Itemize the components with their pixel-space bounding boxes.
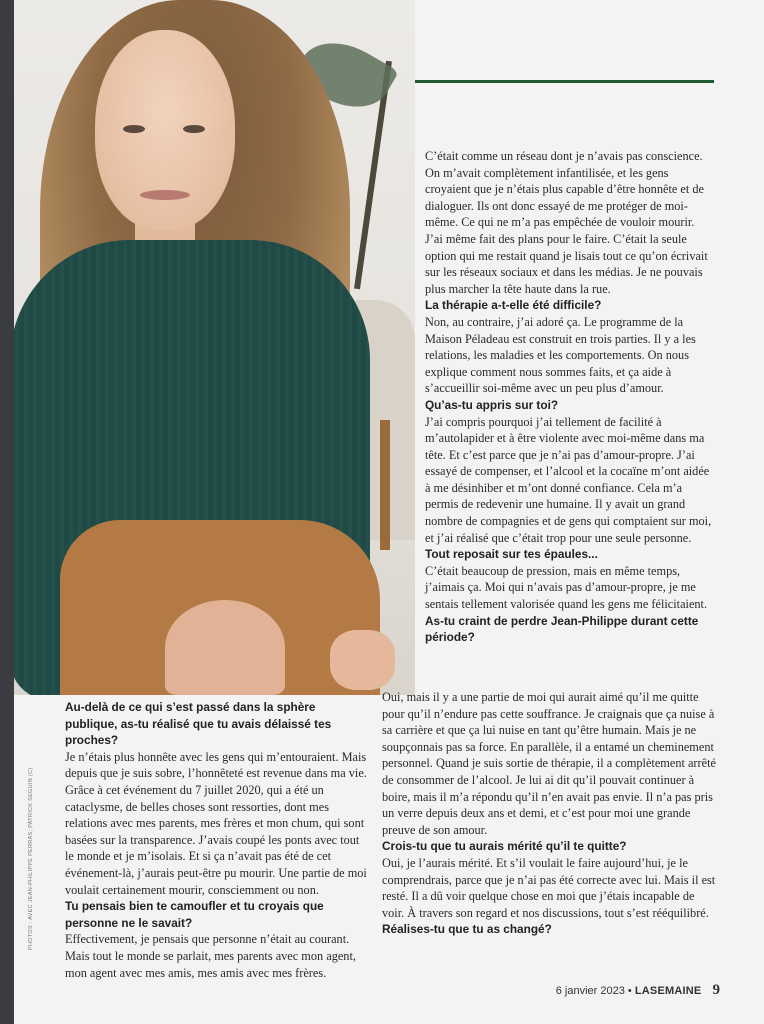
page-number: 9 <box>712 982 720 998</box>
answer-paragraph: Je n’étais plus honnête avec les gens qui m’entouraient. Mais depuis que je suis sobre, l’honnêteté est revenue dans ma vie. Grâce à cet événement du 7 juillet 2020, qui a été un cataclysme, de belles choses sont ressorties, dont mes relations avec mes parents, mes frères et mon chum, qui sont basées sur la transparence. J’avais coupé les ponts avec tout le monde et je m’isolais. Et si ça n’avait pas été de cet événement-là, j’aurais peut-être pu mourir. Une partie de moi voulait certainement mourir, consciemment ou non. <box>65 749 367 897</box>
question-heading: Tu pensais bien te camoufler et tu croyais que personne ne le savait? <box>65 899 324 930</box>
knee <box>165 600 285 695</box>
question-heading: Crois-tu que tu aurais mérité qu’il te quitte? <box>382 839 627 854</box>
answer-paragraph: J’ai compris pourquoi j’ai tellement de facilité à m’autolapider et à être violente avec moi-même dans ma tête. Et c’est parce que je n’ai pas d’amour-propre. J’ai essayé de compenser, et l’alcool et la cocaïne m’ont aidée à me désinhiber et m’ont donné confiance. Cela m’a permis de redevenir une humaine. Il y avait un grand nombre de compagnies et de gens qui comptaient sur moi, et j’ai réalisé que c’était trop pour une seule personne. <box>425 414 712 545</box>
left-eye <box>123 125 145 133</box>
question-heading: Qu’as-tu appris sur toi? <box>425 397 559 412</box>
question-heading: Tout reposait sur tes épaules... <box>425 547 598 562</box>
middle-column <box>382 689 717 938</box>
answer-paragraph: C’était beaucoup de pression, mais en même temps, j’aimais ça. Moi qui n’avais pas d’amour-propre, je me sentais tellement valorisée quand les gens me félicitaient. <box>425 563 708 612</box>
accent-rule <box>415 80 714 83</box>
question-heading: As-tu craint de perdre Jean-Philippe durant cette période? <box>425 613 699 645</box>
answer-paragraph: C’était comme un réseau dont je n’avais pas conscience. On m’avait complètement infantilisée, et les gens croyaient que je n’étais plus capable d’être honnête et de dialoguer. Ils ont donc essayé de me protéger de moi-même. Ce qui ne m’a pas empêchée de vouloir mourir. J’ai même fait des plans pour le faire. C’était la seule option qui me restait quand je lisais tout ce qu’on écrivait sur les réseaux sociaux et dans les médias. Je ne pouvais plus marcher la tête haute dans la rue. <box>425 149 708 296</box>
right-column <box>425 148 715 646</box>
hand <box>330 630 395 690</box>
magazine-name: LASEMAINE <box>634 985 702 997</box>
page-edge <box>0 0 14 1024</box>
face <box>95 30 235 230</box>
chair-leg <box>380 420 390 550</box>
question-heading: Au-delà de ce qui s’est passé dans la sphère publique, as-tu réalisé que tu avais délaissé tes proches? <box>65 700 332 748</box>
photo-credit: PHOTOS : AVEC JEAN-PHILIPPE PERRAS; PATRICK SEGUIN (C) <box>28 767 34 950</box>
cover-photo <box>0 0 415 695</box>
left-column <box>65 699 370 981</box>
footer-bullet: • <box>627 985 632 997</box>
lips <box>140 190 190 200</box>
issue-date: 6 janvier 2023 <box>555 985 625 997</box>
answer-paragraph: Oui, mais il y a une partie de moi qui aurait aimé qu’il me quitte pour qu’il n’endure pas cette souffrance. Je craignais que ça nuise à sa carrière et que ça lui nuise en tant qu’être humain. Mais je ne soupçonnais pas sa force. En parallèle, il a entamé un cheminement personnel. Quand je suis sortie de thérapie, il a complètement arrêté de consommer de l’alcool. Je lui ai dit qu’il pouvait continuer à boire, mais il m’a répondu qu’il n’en avait pas envie. Il n’a pas pris un verre depuis deux ans et demi, et c’est pour moi une grande preuve de son amour. <box>382 690 716 837</box>
page-footer <box>556 982 720 999</box>
question-heading: Réalises-tu que tu as changé? <box>382 922 552 937</box>
right-eye <box>183 125 205 133</box>
answer-paragraph: Effectivement, je pensais que personne n’était au courant. Mais tout le monde se parlait, mes parents avec mon agent, mon agent avec mes amis, mes amis avec mes frères. <box>65 932 356 980</box>
answer-paragraph: Oui, je l’aurais mérité. Et s’il voulait le faire aujourd’hui, je le comprendrais, parce que je n’ai pas été correcte avec lui. Mais il est resté. Il a dû voir quelque chose en moi que j’étais incapable de voir. À travers son regard et nos discussions, tout s’est rééquilibré. <box>382 855 716 920</box>
answer-paragraph: Non, au contraire, j’ai adoré ça. Le programme de la Maison Péladeau est construit en trois parties. Il y a les relations, les maladies et les comportements. On nous explique comment nous sommes faits, et ça aide à s’accueillir soi-même avec un peu plus d’amour. <box>425 314 696 396</box>
question-heading: La thérapie a-t-elle été difficile? <box>425 298 602 313</box>
